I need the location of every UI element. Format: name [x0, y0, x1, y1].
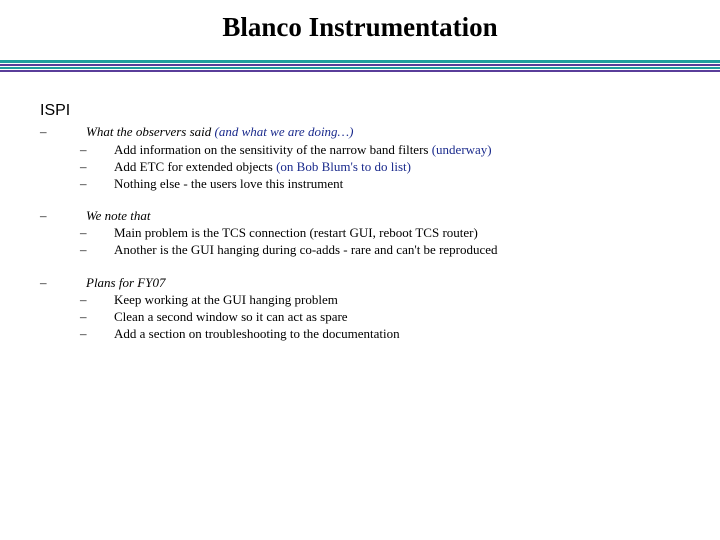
list-item: Add a section on troubleshooting to the documentation: [114, 326, 400, 341]
item-bullet: –: [80, 292, 87, 307]
item-bullet: –: [80, 326, 87, 341]
section-label: ISPI: [40, 102, 71, 119]
item-bullet: –: [80, 225, 87, 240]
list-item: Add ETC for extended objects (on Bob Blum's to do list): [114, 159, 411, 174]
group-bullet: –: [40, 208, 47, 223]
group-heading: We note that: [86, 208, 151, 223]
item-bullet: –: [80, 309, 87, 324]
group-bullet: –: [40, 275, 47, 290]
slide-title: Blanco Instrumentation: [222, 12, 498, 42]
group-heading: What the observers said (and what we are doing…): [86, 124, 354, 139]
list-item: Clean a second window so it can act as spare: [114, 309, 348, 324]
list-item: Keep working at the GUI hanging problem: [114, 292, 338, 307]
item-bullet: –: [80, 142, 87, 157]
group-bullet: –: [40, 124, 47, 139]
item-bullet: –: [80, 159, 87, 174]
list-item: Add information on the sensitivity of the narrow band filters (underway): [114, 142, 492, 157]
group-heading: Plans for FY07: [86, 275, 166, 290]
item-bullet: –: [80, 242, 87, 257]
list-item: Main problem is the TCS connection (restart GUI, reboot TCS router): [114, 225, 478, 240]
list-item: Another is the GUI hanging during co-adds - rare and can't be reproduced: [114, 242, 498, 257]
list-item: Nothing else - the users love this instrument: [114, 176, 344, 191]
item-bullet: –: [80, 176, 87, 191]
